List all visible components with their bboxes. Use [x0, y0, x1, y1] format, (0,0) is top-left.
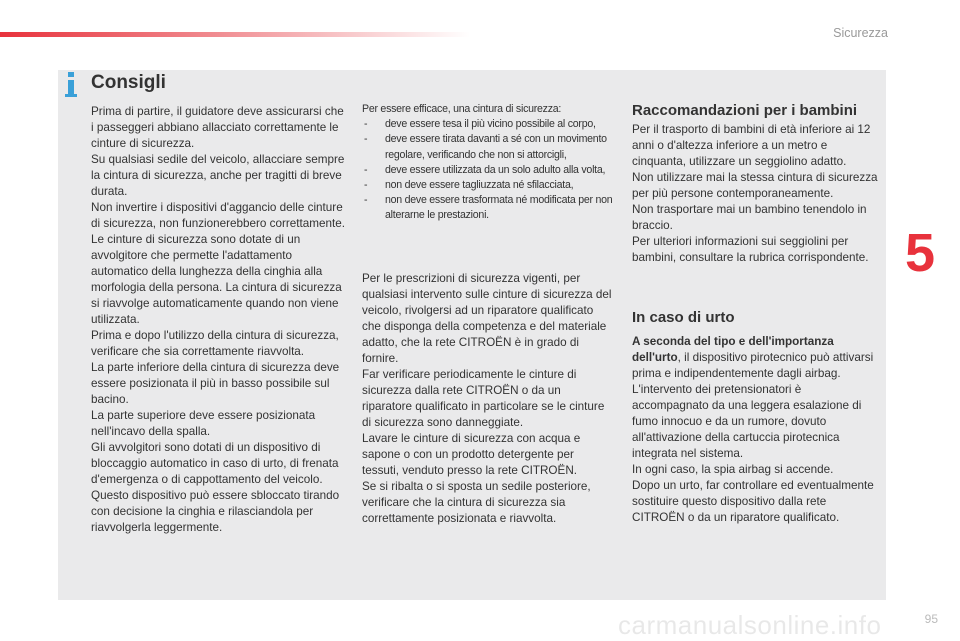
paragraph: Dopo un urto, far controllare ed eventualmente sostituire questo dispositivo dalla rete CITROËN o da un riparatore qualificato.: [632, 479, 874, 524]
list-item: - non deve essere trasformata né modificata per non alterarne le prestazioni.: [362, 193, 617, 223]
page-number: 95: [924, 612, 938, 626]
paragraph: Non utilizzare mai la stessa cintura di sicurezza per più persone contemporaneamente.: [632, 171, 878, 200]
list-item: - deve essere tirata davanti a sé con un movimento regolare, verificando che non si attorcigli,: [362, 132, 617, 162]
paragraph: Per le prescrizioni di sicurezza vigenti, per qualsiasi intervento sulle cinture di sicurezza del veicolo, rivolgersi ad un riparatore qualificato che disponga della competenza e del materiale adatto, che la rete CITROËN è in grado di fornire.: [362, 272, 612, 365]
section-title: Sicurezza: [833, 26, 888, 40]
paragraph: Non trasportare mai un bambino tenendolo in braccio.: [632, 203, 867, 232]
paragraph: Gli avvolgitori sono dotati di un dispositivo di bloccaggio automatico in caso di urto, di frenata d'emergenza o di cappottamento del veicolo. Questo dispositivo può essere sbloccato tirando con decisione la cinghia e rilasciandola per riavvolgerla leggermente.: [91, 441, 340, 534]
list-item: - non deve essere tagliuzzata né sfilacciata,: [362, 178, 617, 193]
column-2-text: [362, 271, 612, 527]
paragraph: Per ulteriori informazioni sui seggiolini per bambini, consultare la rubrica corrispondente.: [632, 235, 869, 264]
paragraph: Su qualsiasi sedile del veicolo, allacciare sempre la cintura di sicurezza, anche per tragitti di breve durata.: [91, 153, 345, 198]
paragraph: Se si ribalta o si sposta un sedile posteriore, verificare che la cintura di sicurezza sia correttamente posizionata e riavvolta.: [362, 480, 591, 525]
paragraph: Non invertire i dispositivi d'aggancio delle cinture di sicurezza, non funzionerebbero correttamente.: [91, 201, 346, 230]
children-subheading: Raccomandazioni per i bambini: [632, 102, 858, 119]
paragraph: La parte superiore deve essere posizionata nell'incavo della spalla.: [91, 409, 316, 438]
paragraph: In ogni caso, la spia airbag si accende.: [632, 463, 834, 476]
paragraph: Per il trasporto di bambini di età inferiore ai 12 anni o d'altezza inferiore a un metro e cinquanta, utilizzare un seggiolino adatto.: [632, 123, 871, 168]
lead-rest: , il dispositivo pirotecnico può attivarsi prima e indipendentemente dagli airbag. L'intervento dei pretensionatori è accompagnato da una leggera esalazione di fumo innocuo e da un rumore, dovuto all'attivazione della cartuccia pirotecnica integrata nel sistema.: [632, 351, 874, 460]
effectiveness-list: [362, 117, 617, 223]
panel-heading: Consigli: [91, 72, 166, 93]
paragraph: [632, 334, 878, 462]
paragraph: Le cinture di sicurezza sono dotate di un avvolgitore che permette l'adattamento automatico della lunghezza della cinghia alla morfologia della persona. La cintura di sicurezza si riavvolge automaticamente quando non viene utilizzata.: [91, 233, 342, 326]
watermark: carmanualsonline.info: [618, 610, 882, 640]
chapter-number: 5: [905, 223, 936, 283]
paragraph: Far verificare periodicamente le cinture di sicurezza dalla rete CITROËN o da un riparatore qualificato in particolare se le cinture di sicurezza sono danneggiate.: [362, 368, 605, 429]
column-3-text: [632, 122, 878, 266]
bold-lead: A seconda del tipo e dell'importanza dell'urto: [632, 335, 834, 364]
paragraph: Prima di partire, il guidatore deve assicurarsi che i passeggeri abbiano allacciato correttamente le cinture di sicurezza.: [91, 105, 344, 150]
effectiveness-list-block: [362, 102, 617, 224]
list-intro: Per essere efficace, una cintura di sicurezza:: [362, 103, 562, 115]
impact-subheading: In caso di urto: [632, 309, 735, 326]
column-1-text: [91, 104, 349, 536]
info-icon: [62, 70, 80, 100]
list-item: - deve essere tesa il più vicino possibile al corpo,: [362, 117, 617, 132]
paragraph: La parte inferiore della cintura di sicurezza deve essere posizionata il più in basso possibile sul bacino.: [91, 361, 340, 406]
paragraph: Prima e dopo l'utilizzo della cintura di sicurezza, verificare che sia correttamente riavvolta.: [91, 329, 339, 358]
impact-text: [632, 334, 878, 526]
paragraph: Lavare le cinture di sicurezza con acqua e sapone o con un prodotto detergente per tessuti, venduto presso la rete CITROËN.: [362, 432, 581, 477]
list-item: - deve essere utilizzata da un solo adulto alla volta,: [362, 163, 617, 178]
header-accent-bar: [0, 32, 470, 37]
